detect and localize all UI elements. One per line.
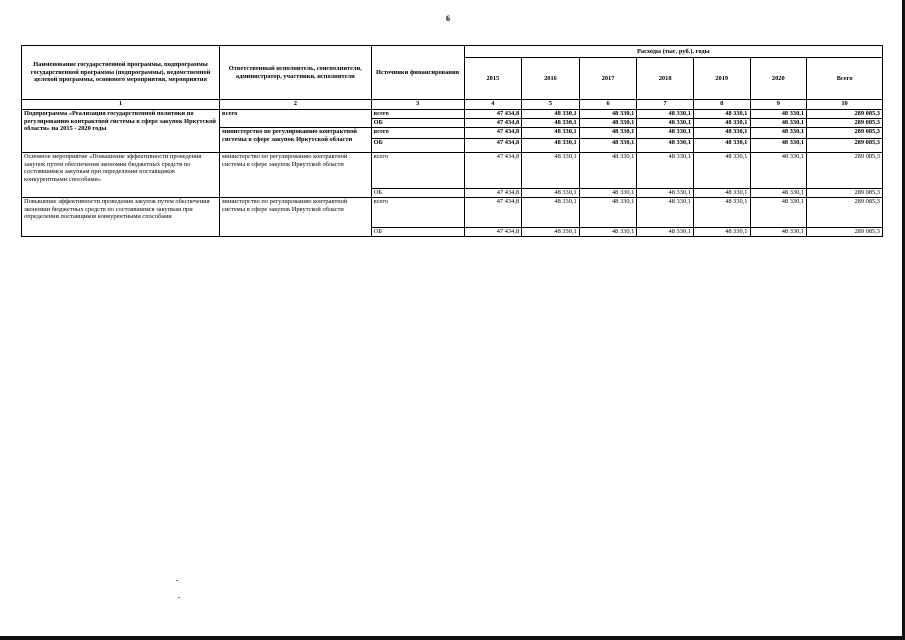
- column-number: 5: [522, 100, 580, 110]
- header-year: 2019: [693, 58, 750, 100]
- value-cell: 48 330,1: [579, 139, 637, 153]
- header-year: 2017: [579, 58, 637, 100]
- source-cell: всего: [371, 110, 464, 119]
- scan-speck: [178, 597, 180, 598]
- value-cell: 48 330,1: [579, 198, 637, 228]
- value-cell: 289 085,3: [807, 128, 883, 139]
- column-number: 9: [750, 100, 807, 110]
- column-number: 7: [637, 100, 694, 110]
- value-cell: 47 434,8: [464, 110, 522, 119]
- value-cell: 289 085,3: [807, 119, 883, 128]
- table-row: [22, 198, 883, 228]
- value-cell: 48 330,1: [693, 139, 750, 153]
- value-cell: 289 085,3: [807, 153, 883, 189]
- value-cell: 48 330,1: [693, 128, 750, 139]
- column-number: 3: [371, 100, 464, 110]
- value-cell: 289 085,3: [807, 198, 883, 228]
- value-cell: 48 330,1: [693, 153, 750, 189]
- value-cell: 289 085,3: [807, 189, 883, 198]
- value-cell: 48 330,1: [579, 189, 637, 198]
- value-cell: 48 330,1: [637, 189, 694, 198]
- value-cell: 48 330,1: [637, 198, 694, 228]
- value-cell: 48 330,1: [579, 110, 637, 119]
- value-cell: 48 330,1: [750, 189, 807, 198]
- source-cell: ОБ: [371, 139, 464, 153]
- subprogram-name: Подпрограмма «Реализация государственной политики по регулированию контрактной системы в сфере закупок Иркутской области» на 2015 - 2020 годы: [22, 110, 220, 153]
- scan-speck: [176, 580, 178, 581]
- value-cell: 48 330,1: [579, 228, 637, 237]
- value-cell: 48 330,1: [637, 153, 694, 189]
- column-number-row: [22, 100, 883, 110]
- value-cell: 47 434,8: [464, 119, 522, 128]
- header-year: 2020: [750, 58, 807, 100]
- column-number: 6: [579, 100, 637, 110]
- value-cell: 48 330,1: [693, 110, 750, 119]
- value-cell: 47 434,8: [464, 128, 522, 139]
- executor-cell: министерство по регулированию контрактной системы в сфере закупок Иркутской области: [220, 198, 372, 237]
- value-cell: 48 330,1: [522, 228, 580, 237]
- executor-cell: министерство по регулированию контрактной системы в сфере закупок Иркутской области: [220, 153, 372, 198]
- activity-name: Повышение эффективности проведения закупок путем обеспечения экономии бюджетных средств по состоявшимся закупкам при определении поставщиков конкурентными способами: [22, 198, 220, 237]
- source-cell: ОБ: [371, 228, 464, 237]
- main-activity-name: Основное мероприятие «Повышение эффективности проведения закупок путем обеспечения экономии бюджетных средств по состоявшимся закупкам при определении поставщиков конкурентными способами»: [22, 153, 220, 198]
- table-row: [22, 153, 883, 189]
- page-number: 6: [446, 14, 450, 23]
- value-cell: 48 330,1: [750, 198, 807, 228]
- header-expenses: Расходы (тыс. руб.), годы: [464, 46, 882, 58]
- value-cell: 47 434,8: [464, 189, 522, 198]
- value-cell: 48 330,1: [522, 139, 580, 153]
- column-number: 10: [807, 100, 883, 110]
- value-cell: 48 330,1: [750, 153, 807, 189]
- header-year: 2018: [637, 58, 694, 100]
- header-year: 2016: [522, 58, 580, 100]
- header-year: 2015: [464, 58, 522, 100]
- value-cell: 48 330,1: [750, 110, 807, 119]
- source-cell: всего: [371, 153, 464, 189]
- executor-cell: всего: [220, 110, 372, 128]
- value-cell: 48 330,1: [693, 189, 750, 198]
- header-source: Источники финансирования: [371, 46, 464, 100]
- value-cell: 48 330,1: [637, 110, 694, 119]
- value-cell: 48 330,1: [693, 119, 750, 128]
- value-cell: 48 330,1: [522, 198, 580, 228]
- column-number: 4: [464, 100, 522, 110]
- value-cell: 289 085,3: [807, 228, 883, 237]
- value-cell: 47 434,8: [464, 153, 522, 189]
- source-cell: ОБ: [371, 119, 464, 128]
- value-cell: 48 330,1: [637, 139, 694, 153]
- value-cell: 48 330,1: [750, 228, 807, 237]
- source-cell: ОБ: [371, 189, 464, 198]
- value-cell: 48 330,1: [579, 128, 637, 139]
- table-row: [22, 110, 883, 119]
- value-cell: 47 434,8: [464, 198, 522, 228]
- source-cell: всего: [371, 128, 464, 139]
- value-cell: 48 330,1: [522, 119, 580, 128]
- value-cell: 47 434,8: [464, 139, 522, 153]
- source-cell: всего: [371, 198, 464, 228]
- financing-table: [21, 45, 883, 237]
- value-cell: 289 085,3: [807, 139, 883, 153]
- value-cell: 48 330,1: [637, 128, 694, 139]
- value-cell: 48 330,1: [579, 119, 637, 128]
- value-cell: 48 330,1: [522, 110, 580, 119]
- value-cell: 48 330,1: [579, 153, 637, 189]
- value-cell: 48 330,1: [693, 228, 750, 237]
- value-cell: 48 330,1: [750, 128, 807, 139]
- column-number: 1: [22, 100, 220, 110]
- executor-cell: министерство по регулированию контрактной системы в сфере закупок Иркутской области: [220, 128, 372, 153]
- value-cell: 48 330,1: [750, 119, 807, 128]
- header-executor: Ответственный исполнитель, соисполнители, администратор, участники, исполнители: [220, 46, 372, 100]
- column-number: 2: [220, 100, 372, 110]
- value-cell: 48 330,1: [750, 139, 807, 153]
- value-cell: 47 434,8: [464, 228, 522, 237]
- value-cell: 48 330,1: [522, 189, 580, 198]
- column-number: 8: [693, 100, 750, 110]
- value-cell: 48 330,1: [693, 198, 750, 228]
- value-cell: 48 330,1: [522, 153, 580, 189]
- header-name: Наименование государственной программы, подпрограммы государственной программы (подпрограммы), ведомственной целевой программы, основного мероприятия, мероприятия: [22, 46, 220, 100]
- header-total: Всего: [807, 58, 883, 100]
- value-cell: 48 330,1: [637, 228, 694, 237]
- value-cell: 289 085,3: [807, 110, 883, 119]
- scan-edge-bottom: [0, 636, 905, 640]
- value-cell: 48 330,1: [522, 128, 580, 139]
- value-cell: 48 330,1: [637, 119, 694, 128]
